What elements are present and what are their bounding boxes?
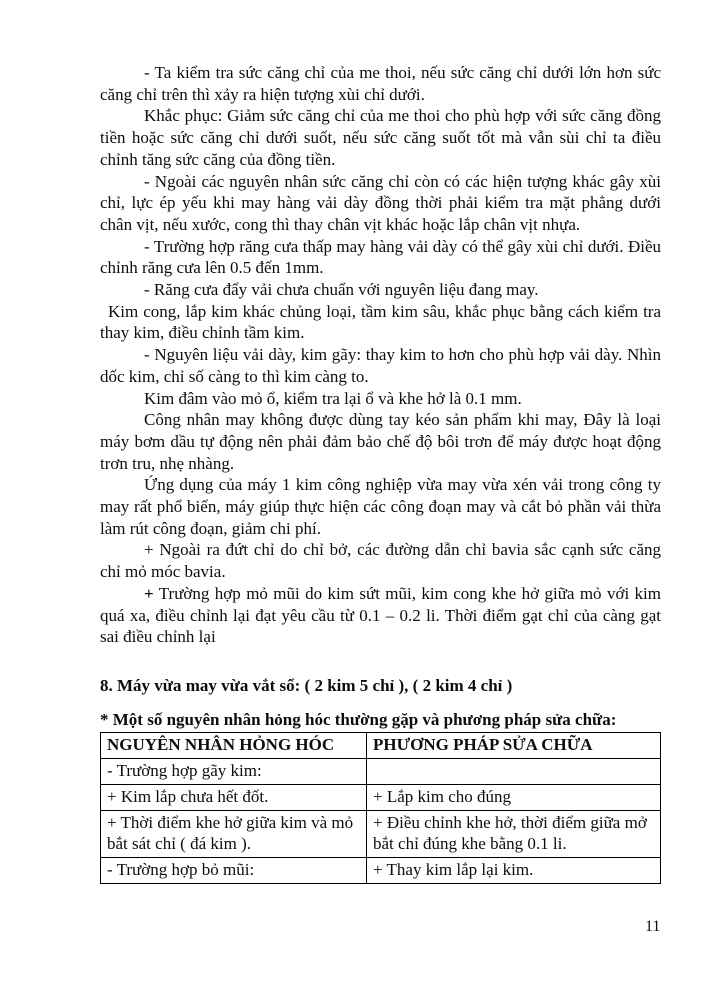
paragraph: Công nhân may không được dùng tay kéo sản phẩm khi may, Đây là loại máy bơm dầu tự động nên phải đảm bảo chế độ bôi trơn để máy được hoạt động trơn tru, nhẹ nhàng. <box>100 410 661 473</box>
paragraph: - Ta kiểm tra sức căng chỉ của me thoi, nếu sức căng chỉ dưới lớn hơn sức căng chỉ trên thì xảy ra hiện tượng xùi chỉ dưới. <box>100 63 661 104</box>
paragraph: Kim đâm vào mỏ ổ, kiểm tra lại ổ và khe hở là 0.1 mm. <box>144 388 522 408</box>
table-caption: * Một số nguyên nhân hỏng hóc thường gặp và phương pháp sửa chữa: <box>100 709 617 729</box>
table-header-fix: PHƯƠNG PHÁP SỬA CHỮA <box>367 733 661 759</box>
paragraph: Khắc phục: Giảm sức căng chỉ của me thoi cho phù hợp với sức căng đồng tiền hoặc sức căng chỉ dưới suốt, nếu sức căng suốt tốt mà vẫn sùi chỉ ta điều chỉnh tăng sức căng của đồng tiền. <box>100 106 661 169</box>
paragraph: - Trường hợp răng cưa thấp may hàng vải dày có thể gây xùi chỉ dưới. Điều chỉnh răng cưa lên 0.5 đến 1mm. <box>100 236 661 278</box>
fault-table <box>100 732 661 883</box>
table-row <box>101 784 661 810</box>
table-cell: - Trường hợp gãy kim: <box>101 759 367 785</box>
paragraph-text: Trường hợp mỏ mũi do kim sứt mũi, kim cong khe hở giữa mỏ với kim quá xa, điều chỉnh lại đạt yêu cầu từ 0.1 – 0.2 li. Thời điểm gạt chỉ của càng gạt sai điều chỉnh lại <box>100 583 661 647</box>
paragraph: - Ngoài các nguyên nhân sức căng chỉ còn có các hiện tượng khác gây xùi chỉ, lực ép yếu khi may hàng vải dày đồng thời phải kiểm tra mặt phẳng dưới chân vịt, nếu xước, cong thì thay chân vịt khác hoặc lắp chân vịt nhựa. <box>100 171 661 234</box>
table-row <box>101 810 661 857</box>
table-row <box>101 857 661 883</box>
body-text <box>100 62 661 884</box>
table-cell <box>367 759 661 785</box>
section-heading: 8. Máy vừa may vừa vắt sổ: ( 2 kim 5 chỉ ), ( 2 kim 4 chỉ ) <box>100 675 513 695</box>
paragraph <box>100 583 661 648</box>
paragraph: + Ngoài ra đứt chỉ do chỉ bở, các đường dẫn chỉ bavia sắc cạnh sức căng chỉ mỏ móc bavia. <box>100 540 661 582</box>
paragraph: - Răng cưa đẩy vải chưa chuẩn với nguyên liệu đang may. <box>144 280 539 300</box>
table-row <box>101 759 661 785</box>
table-cell: + Lắp kim cho đúng <box>367 784 661 810</box>
table-cell: + Thay kim lắp lại kim. <box>367 857 661 883</box>
paragraph: Ứng dụng của máy 1 kim công nghiệp vừa may vừa xén vải trong công ty may rất phổ biến, máy giúp thực hiện các công đoạn may và cắt bỏ phần vải thừa làm rút công đoạn, giảm chi phí. <box>100 475 661 538</box>
paragraph-marker: + <box>144 583 154 603</box>
paragraph: - Nguyên liệu vải dày, kim gãy: thay kim to hơn cho phù hợp vải dày. Nhìn dốc kim, chỉ số càng to thì kim càng to. <box>100 345 661 386</box>
paragraph: Kim cong, lắp kim khác chủng loại, tầm kim sâu, khắc phục bằng cách kiểm tra thay kim, điều chỉnh tầm kim. <box>100 301 661 343</box>
table-cell: + Kim lắp chưa hết đốt. <box>101 784 367 810</box>
table-cell: + Điều chỉnh khe hở, thời điểm giữa mở bắt chỉ đúng khe bằng 0.1 li. <box>367 810 661 857</box>
page-number: 11 <box>645 918 661 935</box>
table-header-row <box>101 733 661 759</box>
table-cell: + Thời điểm khe hở giữa kim và mỏ bắt sát chỉ ( đá kim ). <box>101 810 367 857</box>
table-cell: - Trường hợp bỏ mũi: <box>101 857 367 883</box>
table-header-cause: NGUYÊN NHÂN HỎNG HÓC <box>101 733 367 759</box>
